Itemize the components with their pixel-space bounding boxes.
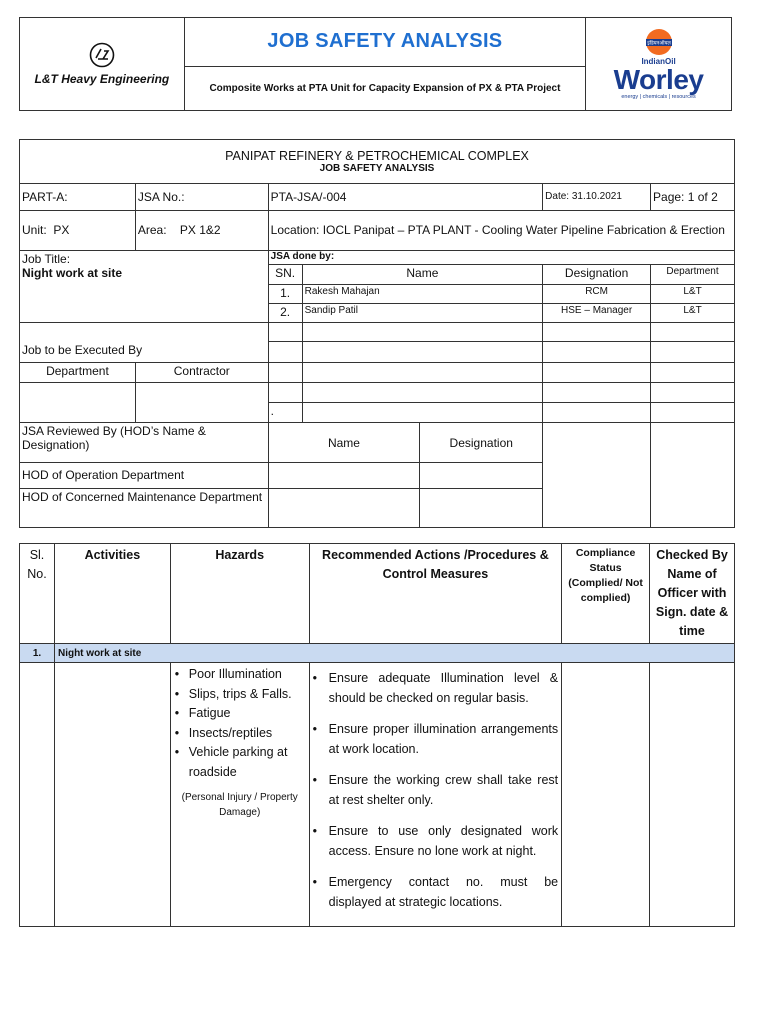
hazards-cell	[170, 663, 309, 927]
controls-cell	[309, 663, 561, 927]
list-item: • Ensure the working crew shall take rest at rest shelter only.	[313, 771, 558, 810]
activity-cell	[54, 663, 170, 927]
worley-tagline: energy | chemicals | resources	[621, 94, 696, 100]
area-value: PX 1&2	[179, 223, 221, 238]
review-designation-header: Designation	[420, 423, 543, 463]
blank-cell	[543, 323, 651, 342]
list-item: • Fatigue	[174, 704, 306, 724]
jsa-no-label: JSA No.:	[135, 184, 268, 210]
lt-logo-cell	[20, 18, 185, 111]
sl-cell	[20, 663, 55, 927]
blank-cell	[651, 342, 735, 362]
area-cell	[135, 210, 268, 250]
job-title-value: Night work at site	[22, 265, 123, 280]
team-header-name: Name	[302, 264, 543, 284]
executed-by-label: Job to be Executed By	[20, 342, 269, 362]
checked-by-cell	[650, 663, 735, 927]
list-item: • Emergency contact no. must be displayed at strategic locations.	[313, 873, 558, 912]
lt-logo-icon	[89, 42, 115, 68]
blank-cell	[543, 342, 651, 362]
team-header-department: Department	[651, 264, 735, 284]
lt-company-name: L&T Heavy Engineering	[34, 72, 170, 86]
header-actions: Recommended Actions /Procedures & Control Measures	[309, 544, 561, 644]
blank-cell	[302, 342, 543, 362]
contractor-label: Contractor	[135, 362, 268, 382]
hod-operation-label: HOD of Operation Department	[20, 463, 269, 488]
control-list	[313, 669, 558, 912]
blank-cell	[268, 362, 302, 382]
jsa-date: Date: 31.10.2021	[543, 184, 651, 210]
list-item: • Ensure to use only designated work access. Ensure no lone work at night.	[313, 822, 558, 861]
complex-name: PANIPAT REFINERY & PETROCHEMICAL COMPLEX	[225, 149, 529, 164]
list-item: • Slips, trips & Falls.	[174, 685, 306, 705]
client-logos-cell	[586, 18, 732, 111]
blank-cell	[651, 362, 735, 382]
blank-cell	[268, 342, 302, 362]
team-designation: RCM	[543, 285, 651, 304]
jsa-subheading: JOB SAFETY ANALYSIS	[319, 163, 435, 175]
team-header-sn: SN.	[268, 264, 302, 284]
reviewed-by-label: JSA Reviewed By (HOD’s Name & Designation)	[20, 423, 269, 463]
hod-maintenance-name	[268, 488, 420, 527]
indianoil-name: IndianOil	[641, 57, 676, 66]
blank-cell	[651, 423, 735, 528]
blank-cell	[543, 423, 651, 528]
job-title-label: Job Title:	[22, 251, 71, 266]
jsa-info-table	[19, 139, 735, 528]
header-activities: Activities	[54, 544, 170, 644]
blank-cell	[302, 323, 543, 342]
team-sn: 1.	[268, 285, 302, 304]
hod-operation-designation	[420, 463, 543, 488]
part-label: PART-A:	[20, 184, 136, 210]
section-number: 1.	[20, 644, 55, 663]
list-item: • Ensure proper illumination arrangements at work location.	[313, 720, 558, 759]
blank-cell	[302, 402, 543, 422]
contractor-value	[135, 382, 268, 422]
hod-operation-name	[268, 463, 420, 488]
unit-cell	[20, 210, 136, 250]
page-number: Page: 1 of 2	[651, 184, 735, 210]
department-label: Department	[20, 362, 136, 382]
team-department: L&T	[651, 285, 735, 304]
blank-cell	[268, 382, 302, 402]
header-compliance: Compliance Status (Complied/ Not complied)	[562, 544, 650, 644]
team-name: Sandip Patil	[302, 304, 543, 323]
document-title: JOB SAFETY ANALYSIS	[267, 30, 503, 53]
complex-header	[20, 140, 735, 184]
jsa-done-by-label: JSA done by:	[268, 250, 734, 264]
area-label: Area:	[137, 223, 167, 238]
project-subtitle: Composite Works at PTA Unit for Capacity Expansion of PX & PTA Project	[209, 82, 561, 94]
list-item: • Poor Illumination	[174, 665, 306, 685]
blank-cell	[543, 382, 651, 402]
team-name: Rakesh Mahajan	[302, 285, 543, 304]
blank-cell	[268, 323, 302, 342]
header-sl-no: Sl. No.	[20, 544, 55, 644]
location: Location: IOCL Panipat – PTA PLANT - Cooling Water Pipeline Fabrication & Erection	[268, 210, 734, 250]
team-sn: 2.	[268, 304, 302, 323]
blank-cell	[302, 382, 543, 402]
subtitle-cell	[184, 66, 585, 110]
team-department: L&T	[651, 304, 735, 323]
blank-cell	[543, 402, 651, 422]
document-header	[19, 17, 732, 111]
unit-value: PX	[53, 223, 70, 238]
hod-maintenance-designation	[420, 488, 543, 527]
list-item: • Ensure adequate Illumination level & should be checked on regular basis.	[313, 669, 558, 708]
unit-label: Unit:	[22, 223, 47, 238]
job-title-cell	[20, 250, 269, 323]
compliance-cell	[562, 663, 650, 927]
blank-cell	[651, 402, 735, 422]
indianoil-logo-icon	[639, 28, 679, 56]
worley-logo: Worley	[613, 64, 704, 95]
blank-cell	[302, 362, 543, 382]
hazard-note: (Personal Injury / Property Damage)	[181, 792, 298, 818]
header-checked-by: Checked By Name of Officer with Sign. date & time	[650, 544, 735, 644]
activities-table	[19, 543, 735, 927]
team-header-designation: Designation	[543, 264, 651, 284]
header-hazards: Hazards	[170, 544, 309, 644]
blank-cell	[20, 323, 269, 342]
department-value	[20, 382, 136, 422]
blank-cell	[543, 362, 651, 382]
review-name-header: Name	[268, 423, 420, 463]
list-item: • Vehicle parking at roadside	[174, 743, 306, 782]
list-item: • Insects/reptiles	[174, 724, 306, 744]
indianoil-hindi: इंडियनऑयल	[646, 40, 671, 47]
hod-maintenance-label: HOD of Concerned Maintenance Department	[20, 488, 269, 527]
blank-cell	[651, 382, 735, 402]
hazard-list	[174, 665, 306, 782]
blank-cell	[651, 323, 735, 342]
title-cell	[184, 18, 585, 67]
jsa-number: PTA-JSA/-004	[268, 184, 543, 210]
team-designation: HSE – Manager	[543, 304, 651, 323]
section-title: Night work at site	[54, 644, 734, 663]
dot-cell: .	[268, 402, 302, 422]
